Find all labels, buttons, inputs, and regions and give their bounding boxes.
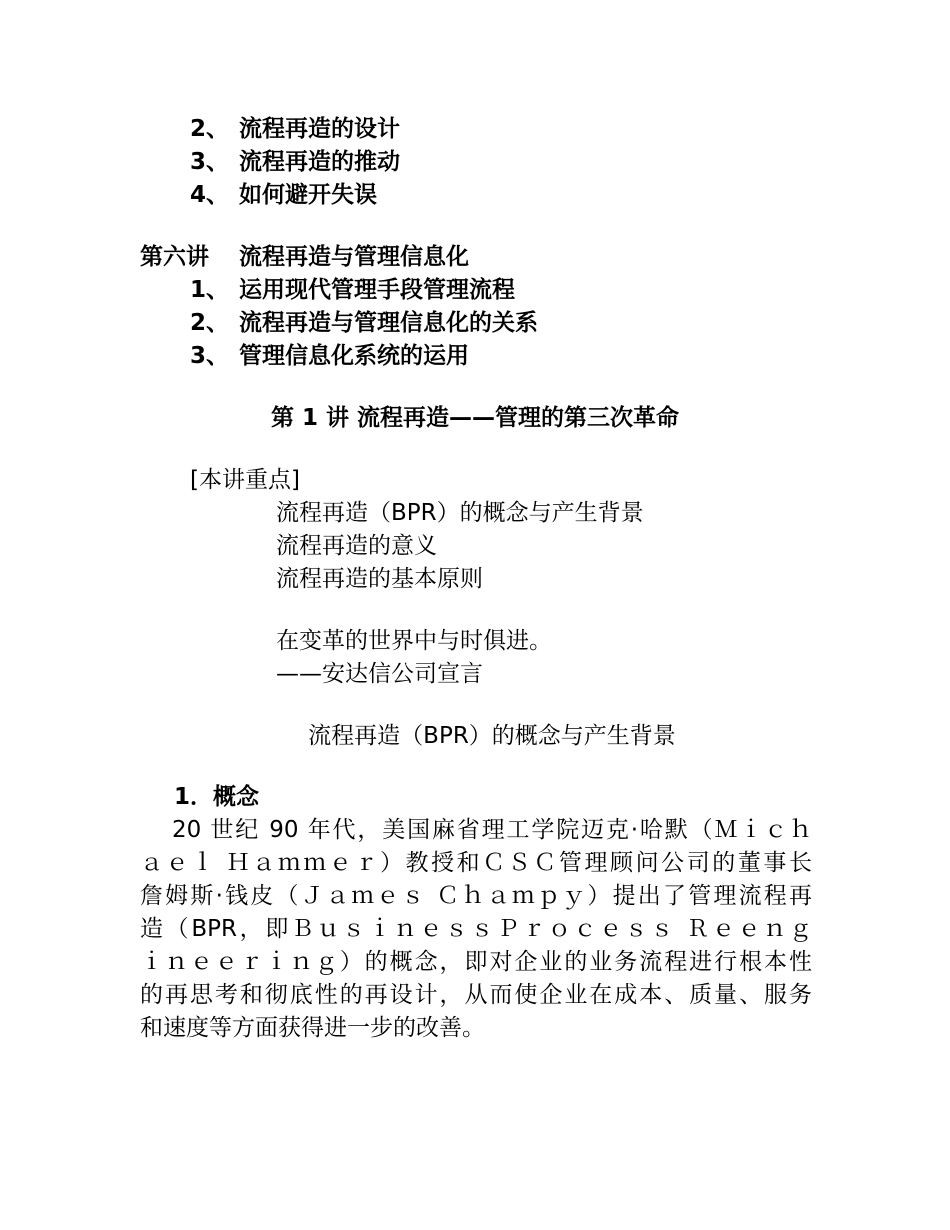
toc-item-text: 流程再造的设计 (239, 116, 400, 142)
toc-item-number: 3、 (190, 149, 230, 175)
lecture-six-heading (140, 241, 469, 274)
key-point-item: 流程再造（BPR）的概念与产生背景 (276, 500, 644, 526)
toc-item-number: 2、 (190, 116, 230, 142)
toc-item-number: 1、 (190, 277, 230, 303)
toc-item (190, 340, 469, 373)
toc-item (190, 113, 400, 146)
toc-item-text: 如何避开失误 (239, 182, 377, 208)
toc-item-text: 流程再造的推动 (239, 149, 400, 175)
concept-paragraph (140, 814, 812, 1045)
toc-item (190, 274, 515, 307)
lecture-title: 流程再造与管理信息化 (239, 244, 469, 270)
paragraph-line: 詹姆斯·钱皮（Ｊａｍｅｓ Ｃｈａｍｐｙ）提出了管理流程再 (140, 883, 812, 909)
toc-item-text: 管理信息化系统的运用 (239, 343, 469, 369)
paragraph-line: 20 世纪 90 年代，美国麻省理工学院迈克·哈默（Ｍｉｃｈ (172, 817, 812, 843)
key-point-item: 流程再造的意义 (276, 533, 437, 559)
toc-item-number: 2、 (190, 310, 230, 336)
concept-heading: 1．概念 (174, 784, 260, 810)
toc-item (190, 146, 400, 179)
quote-source: ——安达信公司宣言 (276, 661, 483, 687)
toc-item (190, 307, 538, 340)
chapter-heading: 第 1 讲 流程再造——管理的第三次革命 (270, 405, 680, 431)
toc-item (190, 179, 377, 212)
toc-item-text: 运用现代管理手段管理流程 (239, 277, 515, 303)
paragraph-line: ｉｎｅｅｒｉｎｇ）的概念，即对企业的业务流程进行根本性 (140, 949, 812, 975)
key-points-label: [本讲重点] (190, 467, 300, 493)
paragraph-line: ａｅｌ Ｈａｍｍｅｒ）教授和ＣＳＣ管理顾问公司的董事长 (140, 850, 812, 876)
toc-item-text: 流程再造与管理信息化的关系 (239, 310, 538, 336)
toc-item-number: 4、 (190, 182, 230, 208)
paragraph-line: 和速度等方面获得进一步的改善。 (140, 1015, 485, 1041)
quote-text: 在变革的世界中与时俱进。 (276, 628, 552, 654)
lecture-label: 第六讲 (140, 244, 209, 270)
paragraph-line: 的再思考和彻底性的再设计，从而使企业在成本、质量、服务 (140, 982, 812, 1008)
toc-item-number: 3、 (190, 343, 230, 369)
key-point-item: 流程再造的基本原则 (276, 566, 483, 592)
section-title: 流程再造（BPR）的概念与产生背景 (308, 723, 676, 749)
paragraph-line: 造（BPR，即ＢｕｓｉｎｅｓｓＰｒｏｃｅｓｓ Ｒｅｅｎｇ (140, 916, 812, 942)
